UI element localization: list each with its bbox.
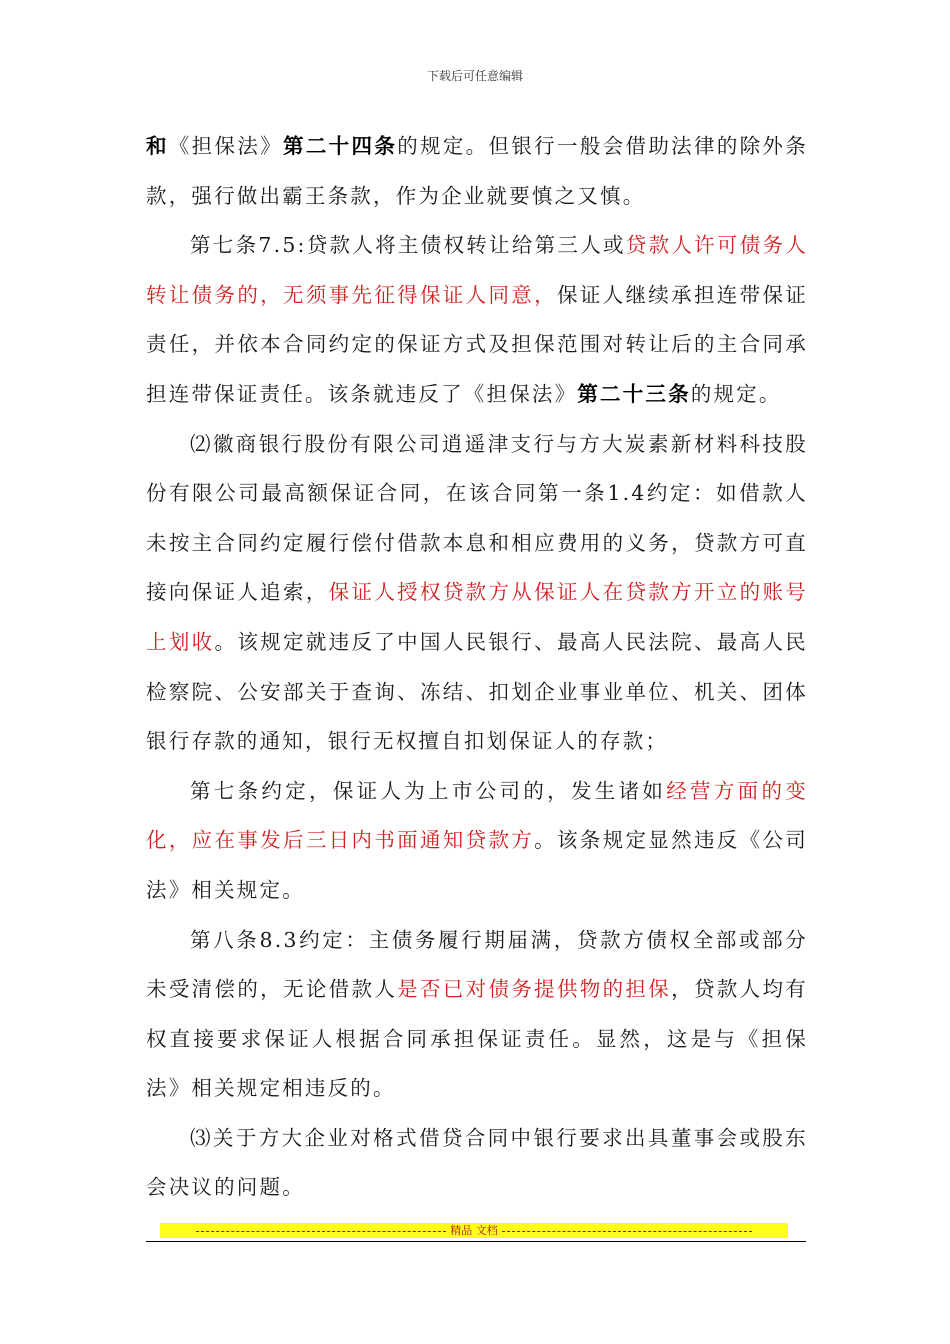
bold-text: 第二十四条: [283, 134, 398, 158]
highlighted-text: 保证人授权贷款方从保证人在贷款方开立的账号上划收: [146, 580, 808, 654]
paragraph-4: [146, 767, 808, 916]
bold-text: 第二十三条: [577, 381, 691, 406]
page-header: 下载后可任意编辑: [426, 69, 523, 83]
footer-banner: [160, 1223, 788, 1238]
highlighted-text: 贷款人许可债务人转让债务的，无须事先征得保证人同意，: [146, 233, 808, 307]
body-text: 第七条约定，保证人为上市公司的，发生诸如: [190, 778, 667, 803]
body-text: ，贷款人均有权直接要求保证人根据合同承担保证责任。显然，这是与《担保法》相关规定相违反的。: [146, 977, 808, 1101]
body-text: 第七条7.5:贷款人将主债权转让给第三人或: [190, 233, 626, 258]
body-text: 。该规定就违反了中国人民银行、最高人民法院、最高人民检察院、公安部关于查询、冻结、扣划企业事业单位、机关、团体银行存款的通知，银行无权擅自扣划保证人的存款；: [146, 629, 808, 754]
footer-label: 精品 文档: [450, 1224, 498, 1237]
paragraph-2: [146, 221, 808, 419]
paragraph-5: [146, 916, 808, 1114]
footer-dash-right: [502, 1231, 752, 1232]
body-text: 的规定。但银行一般会借助法律的除外条款，强行做出霸王条款，作为企业就要慎之又慎。: [146, 134, 809, 208]
paragraph-3: [146, 420, 808, 767]
body-text: 的规定。: [690, 381, 782, 406]
highlighted-text: 是否已对债务提供物的担保: [397, 977, 672, 1002]
bold-text: 和: [146, 134, 169, 158]
paragraph-6: [146, 1114, 808, 1213]
paragraph-1: [146, 122, 808, 221]
body-text: 。该条规定显然违反《公司法》相关规定。: [146, 828, 808, 902]
body-text: ⑶关于方大企业对格式借贷合同中银行要求出具董事会或股东会决议的问题。: [146, 1125, 808, 1200]
body-text: 第八条8.3约定：主债务履行期届满，贷款方债权全部或部分未受清偿的，无论借款人: [146, 927, 808, 1002]
body-text: ⑵徽商银行股份有限公司逍遥津支行与方大炭素新材料科技股份有限公司最高额保证合同，在该合同第一条1.4约定：如借款人未按主合同约定履行偿付借款本息和相应费用的义务，贷款方可直接向保证人追索，: [146, 431, 808, 605]
footer-rule: [146, 1241, 806, 1242]
footer-dash-left: [196, 1231, 446, 1232]
highlighted-text: 经营方面的变化，应在事发后三日内书面通知贷款方: [146, 778, 809, 853]
document-body: [146, 122, 808, 1213]
body-text: 保证人继续承担连带保证责任，并依本合同约定的保证方式及担保范围对转让后的主合同承担连带保证责任。该条就违反了《担保法》: [146, 282, 809, 406]
body-text: 《担保法》: [168, 134, 284, 158]
